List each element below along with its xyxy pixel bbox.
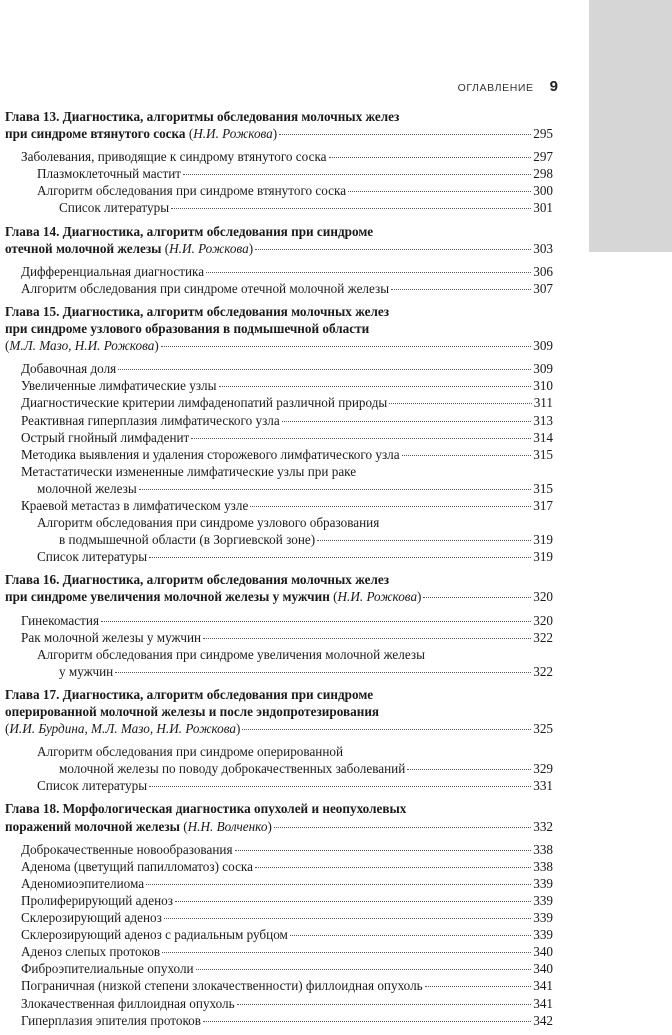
chapter-heading-text (5, 571, 389, 588)
page-ref: 325 (533, 721, 553, 737)
chapter-heading-title: при синдроме втянутого соска (5, 126, 186, 142)
toc-entry[interactable] (5, 995, 553, 1012)
page-ref: 338 (533, 858, 553, 874)
toc-entry[interactable] (5, 646, 553, 663)
chapter-heading-line[interactable] (5, 303, 553, 320)
toc-entry-title: Алгоритм обследования при синдроме узлового образования (37, 515, 380, 531)
toc-entry-title: Аденомиоэпителиома (21, 875, 145, 891)
dot-leader (423, 597, 531, 598)
chapter-heading-title: Глава 13. Диагностика, алгоритмы обследования молочных желез (5, 109, 400, 124)
toc-entry-title: Алгоритм обследования при синдроме отечной молочной железы (21, 280, 390, 296)
dot-leader (203, 638, 531, 639)
toc-entry[interactable] (5, 280, 553, 297)
toc-entry[interactable] (5, 943, 553, 960)
page-ref: 329 (533, 761, 553, 777)
toc-entry[interactable] (5, 480, 553, 497)
chapter-heading-line[interactable] (5, 240, 553, 257)
chapter-heading-line[interactable] (5, 320, 553, 337)
chapter-heading-line[interactable] (5, 703, 553, 720)
toc-entry[interactable] (5, 165, 553, 182)
dot-leader (425, 986, 532, 987)
chapter-heading-line[interactable] (5, 720, 553, 737)
chapter-heading-title: Глава 15. Диагностика, алгоритм обследования молочных желез (5, 303, 389, 319)
toc-entry-title: Дифференциальная диагностика (21, 263, 205, 279)
toc-entry-title: Диагностические критерии лимфаденопатий различной природы (21, 395, 388, 411)
page-ref: 309 (533, 361, 553, 377)
toc-entry-title: Список литературы (37, 778, 148, 794)
page-ref: 297 (533, 149, 553, 165)
page-ref: 313 (533, 412, 553, 428)
chapter-heading-line[interactable] (5, 800, 553, 817)
page-ref: 309 (533, 338, 553, 354)
toc-entry[interactable] (5, 514, 553, 531)
page-ref: 311 (533, 395, 553, 411)
chapter-heading-text (5, 108, 399, 125)
page-ref: 342 (533, 1012, 553, 1028)
page-ref: 320 (533, 589, 553, 605)
dot-leader (149, 786, 531, 787)
page-ref: 295 (533, 126, 553, 142)
chapter-heading-title: оперированной молочной железы и после эндопротезирования (5, 704, 380, 719)
running-head (420, 78, 558, 95)
toc-entry[interactable] (5, 182, 553, 199)
toc-entry-title: Злокачественная филлоидная опухоль (21, 995, 235, 1011)
dot-leader (146, 884, 531, 885)
page-ref: 331 (533, 778, 553, 794)
toc-entry[interactable] (5, 892, 553, 909)
chapter-heading-line[interactable] (5, 337, 553, 354)
table-of-contents (5, 108, 553, 1035)
dot-leader (196, 969, 532, 970)
dot-leader (274, 827, 531, 828)
page-ref: 340 (533, 961, 553, 977)
chapter-heading-title: Глава 16. Диагностика, алгоритм обследования молочных желез (5, 572, 389, 588)
toc-entry[interactable] (5, 548, 553, 565)
toc-entry-title: Список литературы (59, 200, 170, 216)
toc-entry-title: Пограничная (низкой степени злокачественности) филлоидная опухоль (21, 978, 423, 994)
dot-leader (317, 540, 531, 541)
chapter-heading-title: при синдроме увеличения молочной железы у мужчин (5, 589, 330, 605)
toc-entry-title: Увеличенные лимфатические узлы (21, 378, 217, 394)
toc-entry-title: Фиброэпителиальные опухоли (21, 961, 194, 977)
page-ref: 341 (533, 995, 553, 1011)
chapter-authors: И.И. Бурдина, М.Л. Мазо, Н.И. Рожкова (9, 721, 236, 737)
chapter-heading-text (5, 703, 379, 720)
page-ref: 303 (533, 240, 553, 256)
toc-entry-title: молочной железы по поводу доброкачественных заболеваний (59, 761, 406, 777)
toc-entry-title: Пролиферирующий аденоз (21, 892, 173, 908)
toc-entry-title: Аденома (цветущий папилломатоз) соска (21, 858, 253, 874)
toc-entry-title: Гинекомастия (21, 612, 100, 628)
dot-leader (389, 403, 531, 404)
chapter-heading-text: при синдроме втянутого соска (Н.И. Рожкова) (5, 126, 278, 142)
toc-entry[interactable] (5, 612, 553, 629)
chapter-heading-text (5, 686, 373, 703)
dot-leader (164, 918, 531, 919)
chapter-heading-line[interactable] (5, 571, 553, 588)
dot-leader (290, 935, 531, 936)
dot-leader (206, 272, 531, 273)
chapter-block (5, 108, 553, 217)
dot-leader (242, 729, 531, 730)
dot-leader (402, 455, 532, 456)
page-ref: 319 (533, 532, 553, 548)
toc-entry[interactable] (5, 909, 553, 926)
toc-entry-title: Алгоритм обследования при синдроме оперированной (37, 744, 344, 760)
toc-entry[interactable] (5, 263, 553, 280)
page-ref: 340 (533, 944, 553, 960)
chapter-block (5, 223, 553, 297)
page-ref: 310 (533, 378, 553, 394)
toc-entry-title: Склерозирующий аденоз с радиальным рубцом (21, 927, 288, 943)
page-ref: 315 (533, 480, 553, 496)
page-ref: 339 (533, 875, 553, 891)
toc-entry[interactable] (5, 777, 553, 794)
toc-entry[interactable] (5, 875, 553, 892)
toc-entry[interactable] (5, 841, 553, 858)
chapter-authors: М.Л. Мазо, Н.И. Рожкова (9, 338, 155, 354)
toc-entry[interactable] (5, 199, 553, 216)
dot-leader (237, 1004, 532, 1005)
chapter-heading-text (5, 800, 406, 817)
dot-leader (101, 621, 531, 622)
chapter-heading-title: Глава 17. Диагностика, алгоритм обследования при синдроме (5, 686, 374, 702)
toc-entry-title: Плазмоклеточный мастит (37, 166, 182, 182)
page-ref: 322 (533, 629, 553, 645)
chapter-heading-text (5, 223, 373, 240)
toc-entry-title: Склерозирующий аденоз (21, 910, 162, 926)
toc-entry[interactable] (5, 429, 553, 446)
dot-leader (282, 421, 531, 422)
toc-entry-title: Краевой метастаз в лимфатическом узле (21, 497, 249, 513)
page-ref: 307 (533, 280, 553, 296)
toc-entry-title: Аденоз слепых протоков (21, 944, 161, 960)
toc-entry[interactable] (5, 1012, 553, 1029)
dot-leader (391, 289, 531, 290)
dot-leader (329, 157, 532, 158)
page-number: 9 (549, 78, 558, 95)
chapter-heading-line[interactable] (5, 125, 553, 142)
chapter-block (5, 303, 553, 565)
dot-leader (279, 134, 531, 135)
page-ref: 320 (533, 612, 553, 628)
toc-entry-title: Метастатически измененные лимфатические узлы при раке (21, 463, 357, 479)
toc-entry-title: Гиперплазия эпителия протоков (21, 1012, 202, 1028)
toc-entry[interactable] (5, 463, 553, 480)
chapter-heading-title: поражений молочной железы (5, 818, 180, 834)
dot-leader (118, 369, 531, 370)
toc-entry[interactable] (5, 531, 553, 548)
chapter-block (5, 800, 553, 1028)
toc-entry-title: Острый гнойный лимфаденит (21, 429, 190, 445)
toc-entry[interactable] (5, 497, 553, 514)
page-ref: 300 (533, 183, 553, 199)
chapter-heading-text: при синдроме увеличения молочной железы у мужчин (Н.И. Рожкова) (5, 589, 422, 605)
chapter-heading-title: отечной молочной железы (5, 240, 162, 256)
chapter-block (5, 571, 553, 680)
page-ref: 306 (533, 263, 553, 279)
page-ref: 314 (533, 429, 553, 445)
toc-entry[interactable] (5, 394, 553, 411)
toc-entry[interactable] (5, 412, 553, 429)
dot-leader (183, 174, 531, 175)
chapter-heading-text: (И.И. Бурдина, М.Л. Мазо, Н.И. Рожкова) (5, 721, 241, 737)
chapter-heading-line[interactable] (5, 588, 553, 605)
chapter-authors: Н.И. Рожкова (193, 126, 273, 142)
chapter-heading-title: при синдроме узлового образования в подмышечной области (5, 321, 370, 337)
toc-entry-title: Список литературы (37, 549, 148, 565)
chapter-heading-line[interactable] (5, 108, 553, 125)
toc-entry[interactable] (5, 629, 553, 646)
page-ref: 322 (533, 663, 553, 679)
dot-leader (175, 901, 531, 902)
dot-leader (162, 952, 531, 953)
chapter-heading-text: отечной молочной железы (Н.И. Рожкова) (5, 240, 254, 256)
toc-entry[interactable] (5, 760, 553, 777)
toc-entry[interactable] (5, 926, 553, 943)
toc-entry-title: Алгоритм обследования при синдроме втянутого соска (37, 183, 347, 199)
page-ref: 319 (533, 549, 553, 565)
chapter-heading-line[interactable] (5, 223, 553, 240)
page-ref: 339 (533, 910, 553, 926)
dot-leader (407, 769, 531, 770)
dot-leader (171, 208, 531, 209)
page-ref: 339 (533, 892, 553, 908)
chapter-authors: Н.Н. Волченко (187, 818, 268, 834)
chapter-heading-text: (М.Л. Мазо, Н.И. Рожкова) (5, 338, 159, 354)
toc-entry-title: Добавочная доля (21, 361, 117, 377)
toc-entry[interactable] (5, 663, 553, 680)
toc-entry[interactable] (5, 858, 553, 875)
toc-entry[interactable] (5, 743, 553, 760)
dot-leader (219, 386, 532, 387)
toc-entry-title: Реактивная гиперплазия лимфатического узла (21, 412, 280, 428)
toc-entry-title: Методика выявления и удаления сторожевого лимфатического узла (21, 446, 400, 462)
toc-entry[interactable] (5, 377, 553, 394)
toc-entry[interactable] (5, 148, 553, 165)
page-ref: 338 (533, 841, 553, 857)
toc-entry-title: Заболевания, приводящие к синдрому втянутого соска (21, 149, 327, 165)
page-ref: 298 (533, 166, 553, 182)
page-ref: 332 (533, 818, 553, 834)
page-ref: 301 (533, 200, 553, 216)
toc-entry-title: Доброкачественные новообразования (21, 841, 233, 857)
chapter-heading-title: Глава 14. Диагностика, алгоритм обследования при синдроме (5, 223, 374, 239)
dot-leader (161, 346, 532, 347)
chapter-block (5, 686, 553, 795)
dot-leader (149, 557, 531, 558)
toc-entry-title: Рак молочной железы у мужчин (21, 629, 202, 645)
chapter-heading-text (5, 320, 369, 337)
page-ref: 339 (533, 927, 553, 943)
dot-leader (348, 191, 531, 192)
toc-entry[interactable] (5, 977, 553, 994)
dot-leader (115, 672, 531, 673)
chapter-heading-text (5, 303, 389, 320)
toc-entry[interactable] (5, 446, 553, 463)
dot-leader (250, 506, 531, 507)
chapter-authors: Н.И. Рожкова (337, 589, 418, 605)
dot-leader (139, 489, 532, 490)
thumb-tab (589, 0, 672, 252)
page-ref: 341 (533, 978, 553, 994)
dot-leader (255, 867, 531, 868)
chapter-heading-text: поражений молочной железы (Н.Н. Волченко) (5, 818, 272, 834)
toc-entry-title: Алгоритм обследования при синдроме увеличения молочной железы (37, 646, 425, 662)
toc-entry-title: молочной железы (37, 480, 137, 496)
toc-entry-title: у мужчин (59, 663, 114, 679)
dot-leader (191, 438, 531, 439)
chapter-heading-line[interactable] (5, 686, 553, 703)
dot-leader (235, 850, 532, 851)
page-ref: 315 (533, 446, 553, 462)
dot-leader (255, 249, 531, 250)
toc-entry[interactable] (5, 960, 553, 977)
toc-entry-title: в подмышечной области (в Зоргиевской зоне) (59, 532, 316, 548)
toc-entry[interactable] (5, 360, 553, 377)
chapter-heading-line[interactable] (5, 818, 553, 835)
section-title: ОГЛАВЛЕНИЕ (457, 82, 534, 94)
dot-leader (203, 1021, 531, 1022)
page-ref: 317 (533, 497, 553, 513)
chapter-heading-title: Глава 18. Морфологическая диагностика опухолей и неопухолевых (5, 801, 407, 817)
chapter-authors: Н.И. Рожкова (169, 240, 249, 256)
